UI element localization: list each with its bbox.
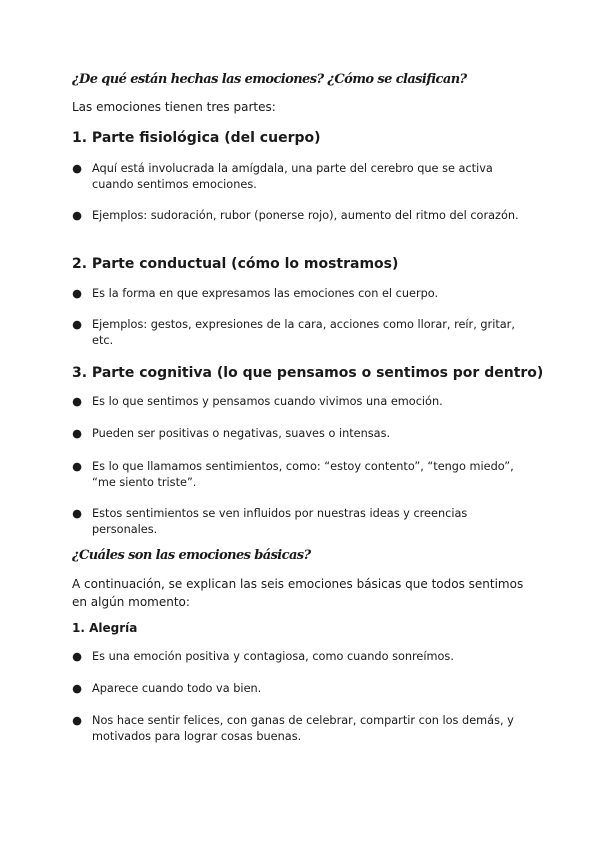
list-item: [72, 506, 532, 538]
list-item: [72, 681, 532, 697]
list-item: [72, 208, 532, 224]
heading-cognitive: 3. Parte cognitiva (lo que pensamos o sentimos por dentro): [72, 365, 544, 381]
bullet-icon: ●: [72, 682, 82, 695]
section-title-basic-emotions: ¿Cuáles son las emociones básicas?: [72, 548, 311, 563]
list-item-text: Es lo que llamamos sentimientos, como: “estoy contento”, “tengo miedo”, “me siento triste”.: [92, 460, 514, 489]
bullet-icon: ●: [72, 714, 82, 727]
list-item: [72, 459, 532, 491]
intro-paragraph: Las emociones tienen tres partes:: [72, 100, 276, 114]
bullet-icon: ●: [72, 650, 82, 663]
list-item-text: Pueden ser positivas o negativas, suaves o intensas.: [92, 427, 391, 440]
list-item-text: Aparece cuando todo va bien.: [92, 682, 262, 695]
heading-behavioral: 2. Parte conductual (cómo lo mostramos): [72, 256, 399, 272]
bullet-icon: ●: [72, 427, 82, 440]
list-item: [72, 286, 532, 302]
list-item: [72, 426, 532, 442]
list-item: [72, 713, 532, 745]
list-item-text: Ejemplos: sudoración, rubor (ponerse rojo), aumento del ritmo del corazón.: [92, 209, 519, 222]
list-item: [72, 649, 532, 665]
list-item-text: Ejemplos: gestos, expresiones de la cara, acciones como llorar, reír, gritar, etc.: [92, 318, 515, 347]
bullet-icon: ●: [72, 507, 82, 520]
list-item-text: Nos hace sentir felices, con ganas de celebrar, compartir con los demás, y motivados para lograr cosas buenas.: [92, 714, 514, 743]
heading-physiological: 1. Parte fisiológica (del cuerpo): [72, 130, 321, 146]
bullet-icon: ●: [72, 318, 82, 331]
bullet-icon: ●: [72, 460, 82, 473]
list-item: [72, 394, 532, 410]
bullet-icon: ●: [72, 287, 82, 300]
list-item-text: Es una emoción positiva y contagiosa, como cuando sonreímos.: [92, 650, 454, 663]
bullet-icon: ●: [72, 209, 82, 222]
section-title-composition: ¿De qué están hechas las emociones? ¿Cómo se clasifican?: [72, 72, 467, 87]
list-item-text: Es la forma en que expresamos las emociones con el cuerpo.: [92, 287, 439, 300]
list-item: [72, 161, 532, 193]
basic-emotions-intro: A continuación, se explican las seis emociones básicas que todos sentimos en algún momento:: [72, 577, 524, 609]
bullet-icon: ●: [72, 395, 82, 408]
list-item: [72, 317, 532, 349]
heading-joy: 1. Alegría: [72, 621, 138, 635]
list-item-text: Estos sentimientos se ven influidos por nuestras ideas y creencias personales.: [92, 507, 468, 536]
list-item-text: Aquí está involucrada la amígdala, una parte del cerebro que se activa cuando sentimos emociones.: [92, 162, 493, 191]
list-item-text: Es lo que sentimos y pensamos cuando vivimos una emoción.: [92, 395, 443, 408]
bullet-icon: ●: [72, 162, 82, 175]
